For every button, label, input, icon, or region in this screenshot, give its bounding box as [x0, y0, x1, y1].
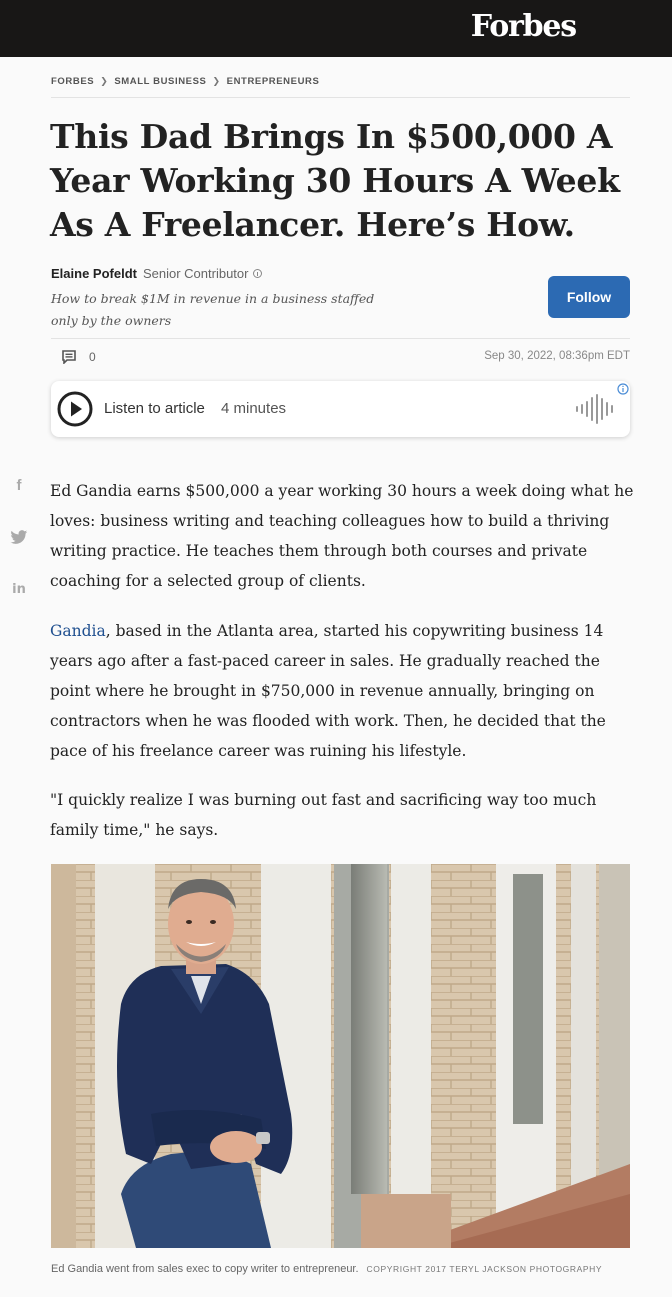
- info-icon[interactable]: [617, 383, 629, 395]
- article-page: [0, 57, 672, 1297]
- photo-credit: COPYRIGHT 2017 TERYL JACKSON PHOTOGRAPHY: [366, 1264, 603, 1274]
- article-paragraph: Ed Gandia earns $500,000 a year working 30 hours a week doing what he loves: business writing and teaching colleagues how to build a thriving writing practice. He teaches them through both courses and private coaching for a selected group of clients.: [50, 482, 634, 590]
- top-bar: [0, 0, 672, 57]
- chevron-right-icon: ❯: [212, 76, 221, 86]
- listen-label[interactable]: Listen to article: [104, 400, 205, 417]
- article-meta: [62, 349, 630, 365]
- comment-count: 0: [89, 350, 96, 364]
- article-headline: This Dad Brings In $500,000 A Year Working 30 Hours A Week As A Freelancer. Here’s How.: [50, 117, 620, 244]
- listen-duration: 4 minutes: [221, 400, 287, 417]
- paragraph-text: , based in the Atlanta area, started his copywriting business 14 years ago after a fast-paced career in sales. He gradually reached the point where he brought in $750,000 in revenue annually, bringing on contractors when he was flooded with work. Then, he decided that the pace of his freelance career was ruining his lifestyle.: [50, 622, 606, 760]
- facebook-icon[interactable]: f: [16, 477, 22, 494]
- article-paragraph: "I quickly realize I was burning out fast and sacrificing way too much family time," he says.: [50, 791, 597, 839]
- article-paragraph: [50, 616, 635, 766]
- article-photo: [51, 864, 630, 1248]
- twitter-icon[interactable]: [10, 530, 28, 545]
- breadcrumb-small-business[interactable]: SMALL BUSINESS: [114, 76, 207, 87]
- info-icon[interactable]: [253, 269, 262, 278]
- forbes-logo[interactable]: Forbes: [470, 9, 576, 44]
- author-byline: [51, 266, 262, 281]
- breadcrumb-forbes[interactable]: FORBES: [51, 76, 95, 87]
- author-bio: How to break $1M in revenue in a business staffed only by the owners: [51, 291, 375, 328]
- breadcrumb-entrepreneurs[interactable]: ENTREPRENEURS: [226, 76, 320, 87]
- photo-caption: [51, 1258, 630, 1280]
- gandia-link[interactable]: Gandia: [50, 622, 106, 640]
- caption-text: Ed Gandia went from sales exec to copy writer to entrepreneur.: [51, 1263, 359, 1275]
- photo-illustration: [51, 864, 630, 1248]
- sound-wave-icon: [574, 394, 616, 424]
- chevron-right-icon: ❯: [100, 76, 109, 86]
- follow-button[interactable]: Follow: [548, 276, 630, 318]
- author-name[interactable]: Elaine Pofeldt: [51, 266, 137, 281]
- listen-to-article-player[interactable]: [51, 381, 630, 437]
- linkedin-icon[interactable]: in: [12, 582, 26, 597]
- play-icon[interactable]: [56, 390, 94, 428]
- author-role: Senior Contributor: [142, 266, 249, 281]
- divider: [51, 338, 630, 339]
- breadcrumb: [51, 76, 319, 87]
- publish-timestamp: Sep 30, 2022, 08:36pm EDT: [484, 350, 630, 362]
- divider: [51, 97, 630, 98]
- comment-icon[interactable]: [62, 350, 76, 364]
